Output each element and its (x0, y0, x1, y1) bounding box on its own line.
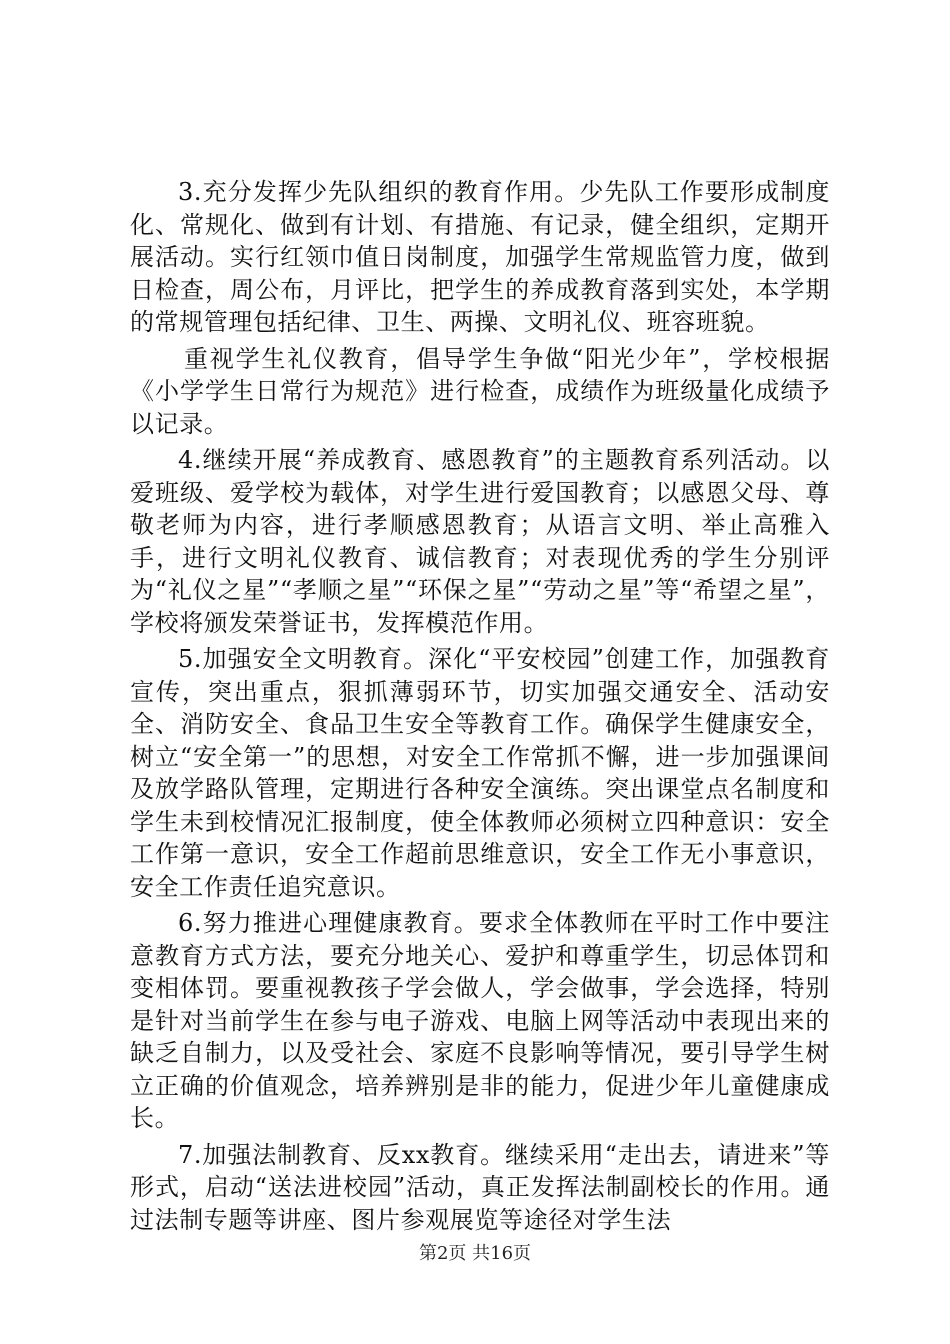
paragraph-habit-gratitude-education: 4.继续开展“养成教育、感恩教育”的主题教育系列活动。以爱班级、爱学校为载体，对学生进行爱国教育；以感恩父母、尊敬老师为内容，进行孝顺感恩教育；从语言文明、举止高雅入手，进行文明礼仪教育、诚信教育；对表现优秀的学生分别评为“礼仪之星”“孝顺之星”“环保之星”“劳动之星”等“希望之星”，学校将颁发荣誉证书，发挥模范作用。 (130, 446, 830, 637)
paragraph-young-pioneers: 3.充分发挥少先队组织的教育作用。少先队工作要形成制度化、常规化、做到有计划、有措施、有记录，健全组织，定期开展活动。实行红领巾值日岗制度，加强学生常规监管力度，做到日检查，周公布，月评比，把学生的养成教育落到实处，本学期的常规管理包括纪律、卫生、两操、文明礼仪、班容班貌。 (130, 178, 830, 336)
paragraph-legal-education: 7.加强法制教育、反xx教育。继续采用“走出去，请进来”等形式，启动“送法进校园”活动，真正发挥法制副校长的作用。通过法制专题等讲座、图片参观展览等途径对学生法 (130, 1140, 830, 1234)
paragraph-safety-education: 5.加强安全文明教育。深化“平安校园”创建工作，加强教育宣传，突出重点，狠抓薄弱环节，切实加强交通安全、活动安全、消防安全、食品卫生安全等教育工作。确保学生健康安全，树立“安全第一”的思想，对安全工作常抓不懈，进一步加强课间及放学路队管理，定期进行各种安全演练。突出课堂点名制度和学生未到校情况汇报制度，使全体教师必须树立四种意识：安全工作第一意识，安全工作超前思维意识，安全工作无小事意识，安全工作责任追究意识。 (130, 645, 830, 901)
paragraph-etiquette-education: 重视学生礼仪教育，倡导学生争做“阳光少年”，学校根据《小学学生日常行为规范》进行检查，成绩作为班级量化成绩予以记录。 (130, 344, 830, 438)
page-number-footer: 第2页 共16页 (418, 1243, 532, 1264)
document-body (130, 176, 830, 1236)
paragraph-mental-health-education: 6.努力推进心理健康教育。要求全体教师在平时工作中要注意教育方式方法，要充分地关心、爱护和尊重学生，切忌体罚和变相体罚。要重视教孩子学会做人，学会做事，学会选择，特别是针对当前学生在参与电子游戏、电脑上网等活动中表现出来的缺乏自制力，以及受社会、家庭不良影响等情况，要引导学生树立正确的价值观念，培养辨别是非的能力，促进少年儿童健康成长。 (130, 909, 830, 1132)
